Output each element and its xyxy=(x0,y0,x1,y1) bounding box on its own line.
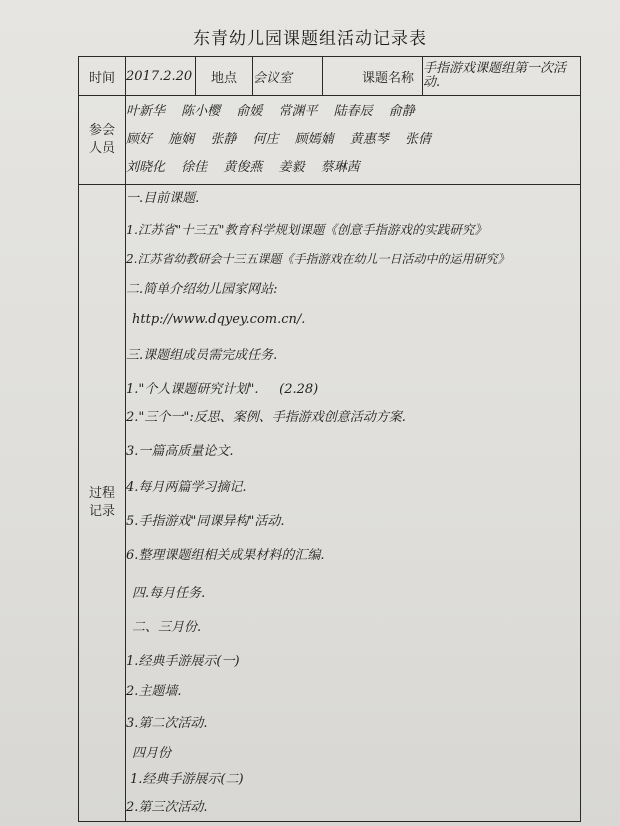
member-name: 顾嫣婻 xyxy=(294,132,334,147)
member-name: 张倩 xyxy=(404,132,431,147)
topic-label: 课题名称 xyxy=(323,57,423,96)
process-line: 5.手指游戏"同课异构"活动. xyxy=(126,514,285,529)
header-row xyxy=(79,57,581,96)
members-label xyxy=(79,96,126,185)
process-line: 2.主题墙. xyxy=(126,684,182,699)
member-name: 陆春辰 xyxy=(333,104,373,119)
member-name: 俞静 xyxy=(388,104,415,119)
process-line: 二.简单介绍幼儿园家网站: xyxy=(126,282,278,297)
process-content xyxy=(126,185,581,822)
member-name: 陈小樱 xyxy=(181,104,221,119)
process-label-line2: 记录 xyxy=(88,504,115,519)
member-name: 张静 xyxy=(210,132,237,147)
members-label-line1: 参会 xyxy=(88,123,115,138)
record-table xyxy=(78,56,581,822)
process-label-line1: 过程 xyxy=(88,486,115,501)
place-value: 会议室 xyxy=(253,57,323,96)
process-line: http://www.dqyey.com.cn/. xyxy=(132,312,306,327)
members-line xyxy=(126,126,580,154)
process-line: 2.第三次活动. xyxy=(126,800,208,815)
member-name: 施娴 xyxy=(168,132,195,147)
member-name: 俞媛 xyxy=(236,104,263,119)
members-row xyxy=(79,96,581,185)
member-name: 刘晓化 xyxy=(126,160,166,175)
process-line: 二、三月份. xyxy=(132,620,202,635)
members-line xyxy=(126,154,580,182)
member-name: 顾好 xyxy=(126,132,153,147)
member-name: 黄俊燕 xyxy=(223,160,263,175)
process-line: 2.江苏省幼教研会十三五课题《手指游戏在幼儿一日活动中的运用研究》 xyxy=(126,252,510,266)
member-name: 何庄 xyxy=(252,132,279,147)
process-line: 2."三个一":反思、案例、手指游戏创意活动方案. xyxy=(126,410,406,425)
member-name: 姜毅 xyxy=(278,160,305,175)
process-line: 6.整理课题组相关成果材料的汇编. xyxy=(126,548,325,563)
member-name: 蔡琳茜 xyxy=(320,160,360,175)
process-line: 一.目前课题. xyxy=(126,191,200,206)
member-name: 常渊平 xyxy=(278,104,318,119)
place-label: 地点 xyxy=(196,57,253,96)
members-list xyxy=(126,96,581,185)
process-line: 三.课题组成员需完成任务. xyxy=(126,348,278,363)
process-line: 四.每月任务. xyxy=(132,586,206,601)
process-line: 1."个人课题研究计划". (2.28) xyxy=(126,382,319,397)
member-name: 叶新华 xyxy=(126,104,166,119)
members-label-line2: 人员 xyxy=(88,141,115,156)
process-line: 3.第二次活动. xyxy=(126,716,208,731)
form-title: 东青幼儿园课题组活动记录表 xyxy=(193,29,427,49)
time-value: 2017.2.20 xyxy=(126,57,196,96)
topic-value: 手指游戏课题组第一次活动. xyxy=(423,57,581,96)
members-line xyxy=(126,98,580,126)
member-name: 徐佳 xyxy=(181,160,208,175)
process-line: 3.一篇高质量论文. xyxy=(126,444,234,459)
process-line: 4.每月两篇学习摘记. xyxy=(126,480,247,495)
process-line: 1.经典手游展示(一) xyxy=(126,654,240,669)
process-line: 1.经典手游展示(二) xyxy=(130,772,244,787)
process-line: 四月份 xyxy=(132,746,172,761)
process-row xyxy=(79,185,581,822)
time-label: 时间 xyxy=(79,57,126,96)
process-label xyxy=(79,185,126,822)
process-line: 1.江苏省"十三五"教育科学规划课题《创意手指游戏的实践研究》 xyxy=(126,222,487,237)
member-name: 黄惠琴 xyxy=(349,132,389,147)
